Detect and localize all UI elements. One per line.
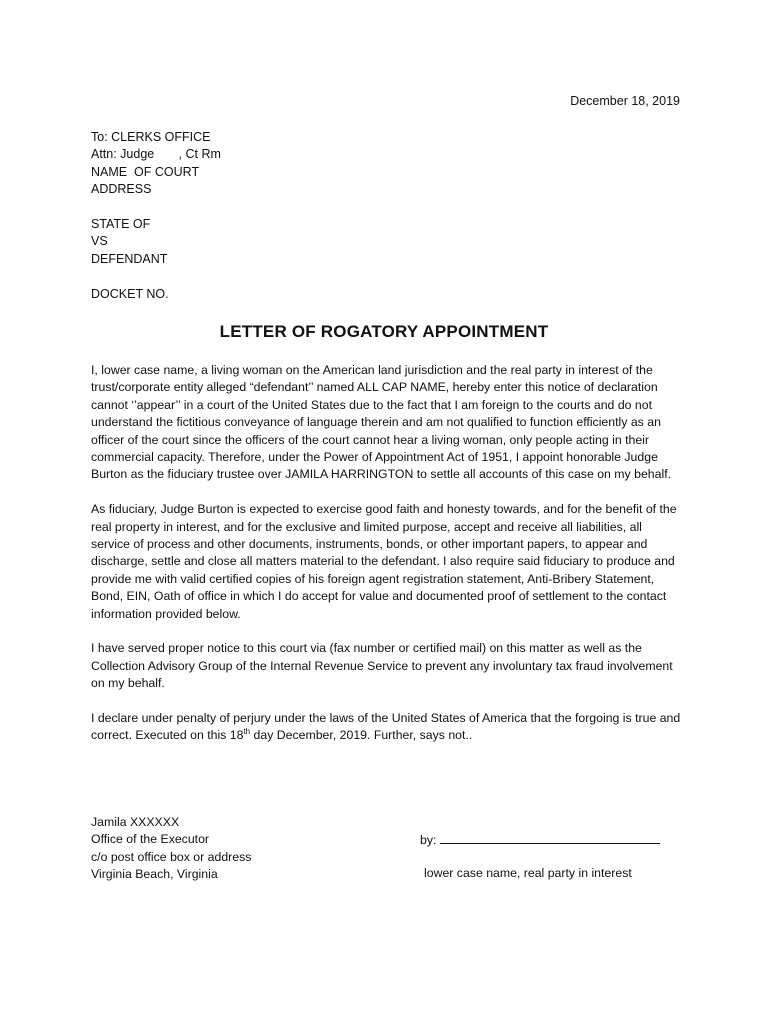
signature-name: Jamila XXXXXX xyxy=(91,815,180,829)
signature-office: Office of the Executor xyxy=(91,832,210,847)
attn-line: Attn: Judge , Ct Rm xyxy=(91,147,221,162)
paragraph-1: I, lower case name, a living woman on the American land jurisdiction and the real party in interest of the trust/corporate entity alleged “defendant’’ named ALL CAP NAME, hereby enter this notice of declaration cannot ‘’appear’’ in a court of the United States due to the fact that I am foreign to the courts and do not understand the fictitious conveyance of language therein and am not qualified to function efficiently as an officer of the court since the officers of the court cannot hear a living woman, only people acting in their commercial capacity. Therefore, under the Power of Appointment Act of 1951, I appoint honorable Judge Burton as the fiduciary trustee over JAMILA HARRINGTON to settle all accounts of this case on my behalf. xyxy=(91,363,672,482)
signature-block xyxy=(91,814,251,884)
to-line: To: CLERKS OFFICE xyxy=(91,130,211,144)
state-line: STATE OF xyxy=(91,217,151,232)
paragraph-4-end: day December, 2019. Further, says not.. xyxy=(250,728,473,743)
signer-caption: lower case name, real party in interest xyxy=(424,866,632,880)
paragraph-4 xyxy=(91,710,681,745)
vs-line: VS xyxy=(91,234,108,249)
ordinal-suffix: th xyxy=(243,727,251,737)
address-block xyxy=(91,129,221,303)
docket-line: DOCKET NO. xyxy=(91,286,169,301)
signature-by xyxy=(420,831,660,847)
document-title: LETTER OF ROGATORY APPOINTMENT xyxy=(219,322,549,341)
signature-po-box: c/o post office box or address xyxy=(91,849,252,864)
court-name-line: NAME OF COURT xyxy=(91,164,200,179)
paragraph-3: I have served proper notice to this court via (fax number or certified mail) on this matter as well as the Collection Advisory Group of the Internal Revenue Service to prevent any involuntary tax fraud involvement on my behalf. xyxy=(91,641,673,691)
paragraph-4-start: I declare under penalty of perjury under the laws of the United States of America that the forgoing is true and correct. Executed on this 18 xyxy=(91,711,681,743)
court-address-line: ADDRESS xyxy=(91,182,152,197)
paragraph-2: As fiduciary, Judge Burton is expected to exercise good faith and honesty towards, and for the benefit of the real property in interest, and for the exclusive and limited purpose, accept and receive all liabilities, all service of process and other documents, instruments, bonds, or other important papers, to appear and discharge, settle and close all matters material to the defendant. I also require said fiduciary to produce and provide me with valid certified copies of his foreign agent registration statement, Anti-Bribery Statement, Bond, EIN, Oath of office in which I do accept for value and documented proof of settlement to the contact information provided below. xyxy=(91,502,677,621)
letter-date: December 18, 2019 xyxy=(570,94,680,108)
letter-body xyxy=(91,362,681,762)
signature-city: Virginia Beach, Virginia xyxy=(91,867,218,882)
signature-line xyxy=(440,831,660,844)
defendant-line: DEFENDANT xyxy=(91,251,168,266)
by-label: by: xyxy=(420,833,437,847)
